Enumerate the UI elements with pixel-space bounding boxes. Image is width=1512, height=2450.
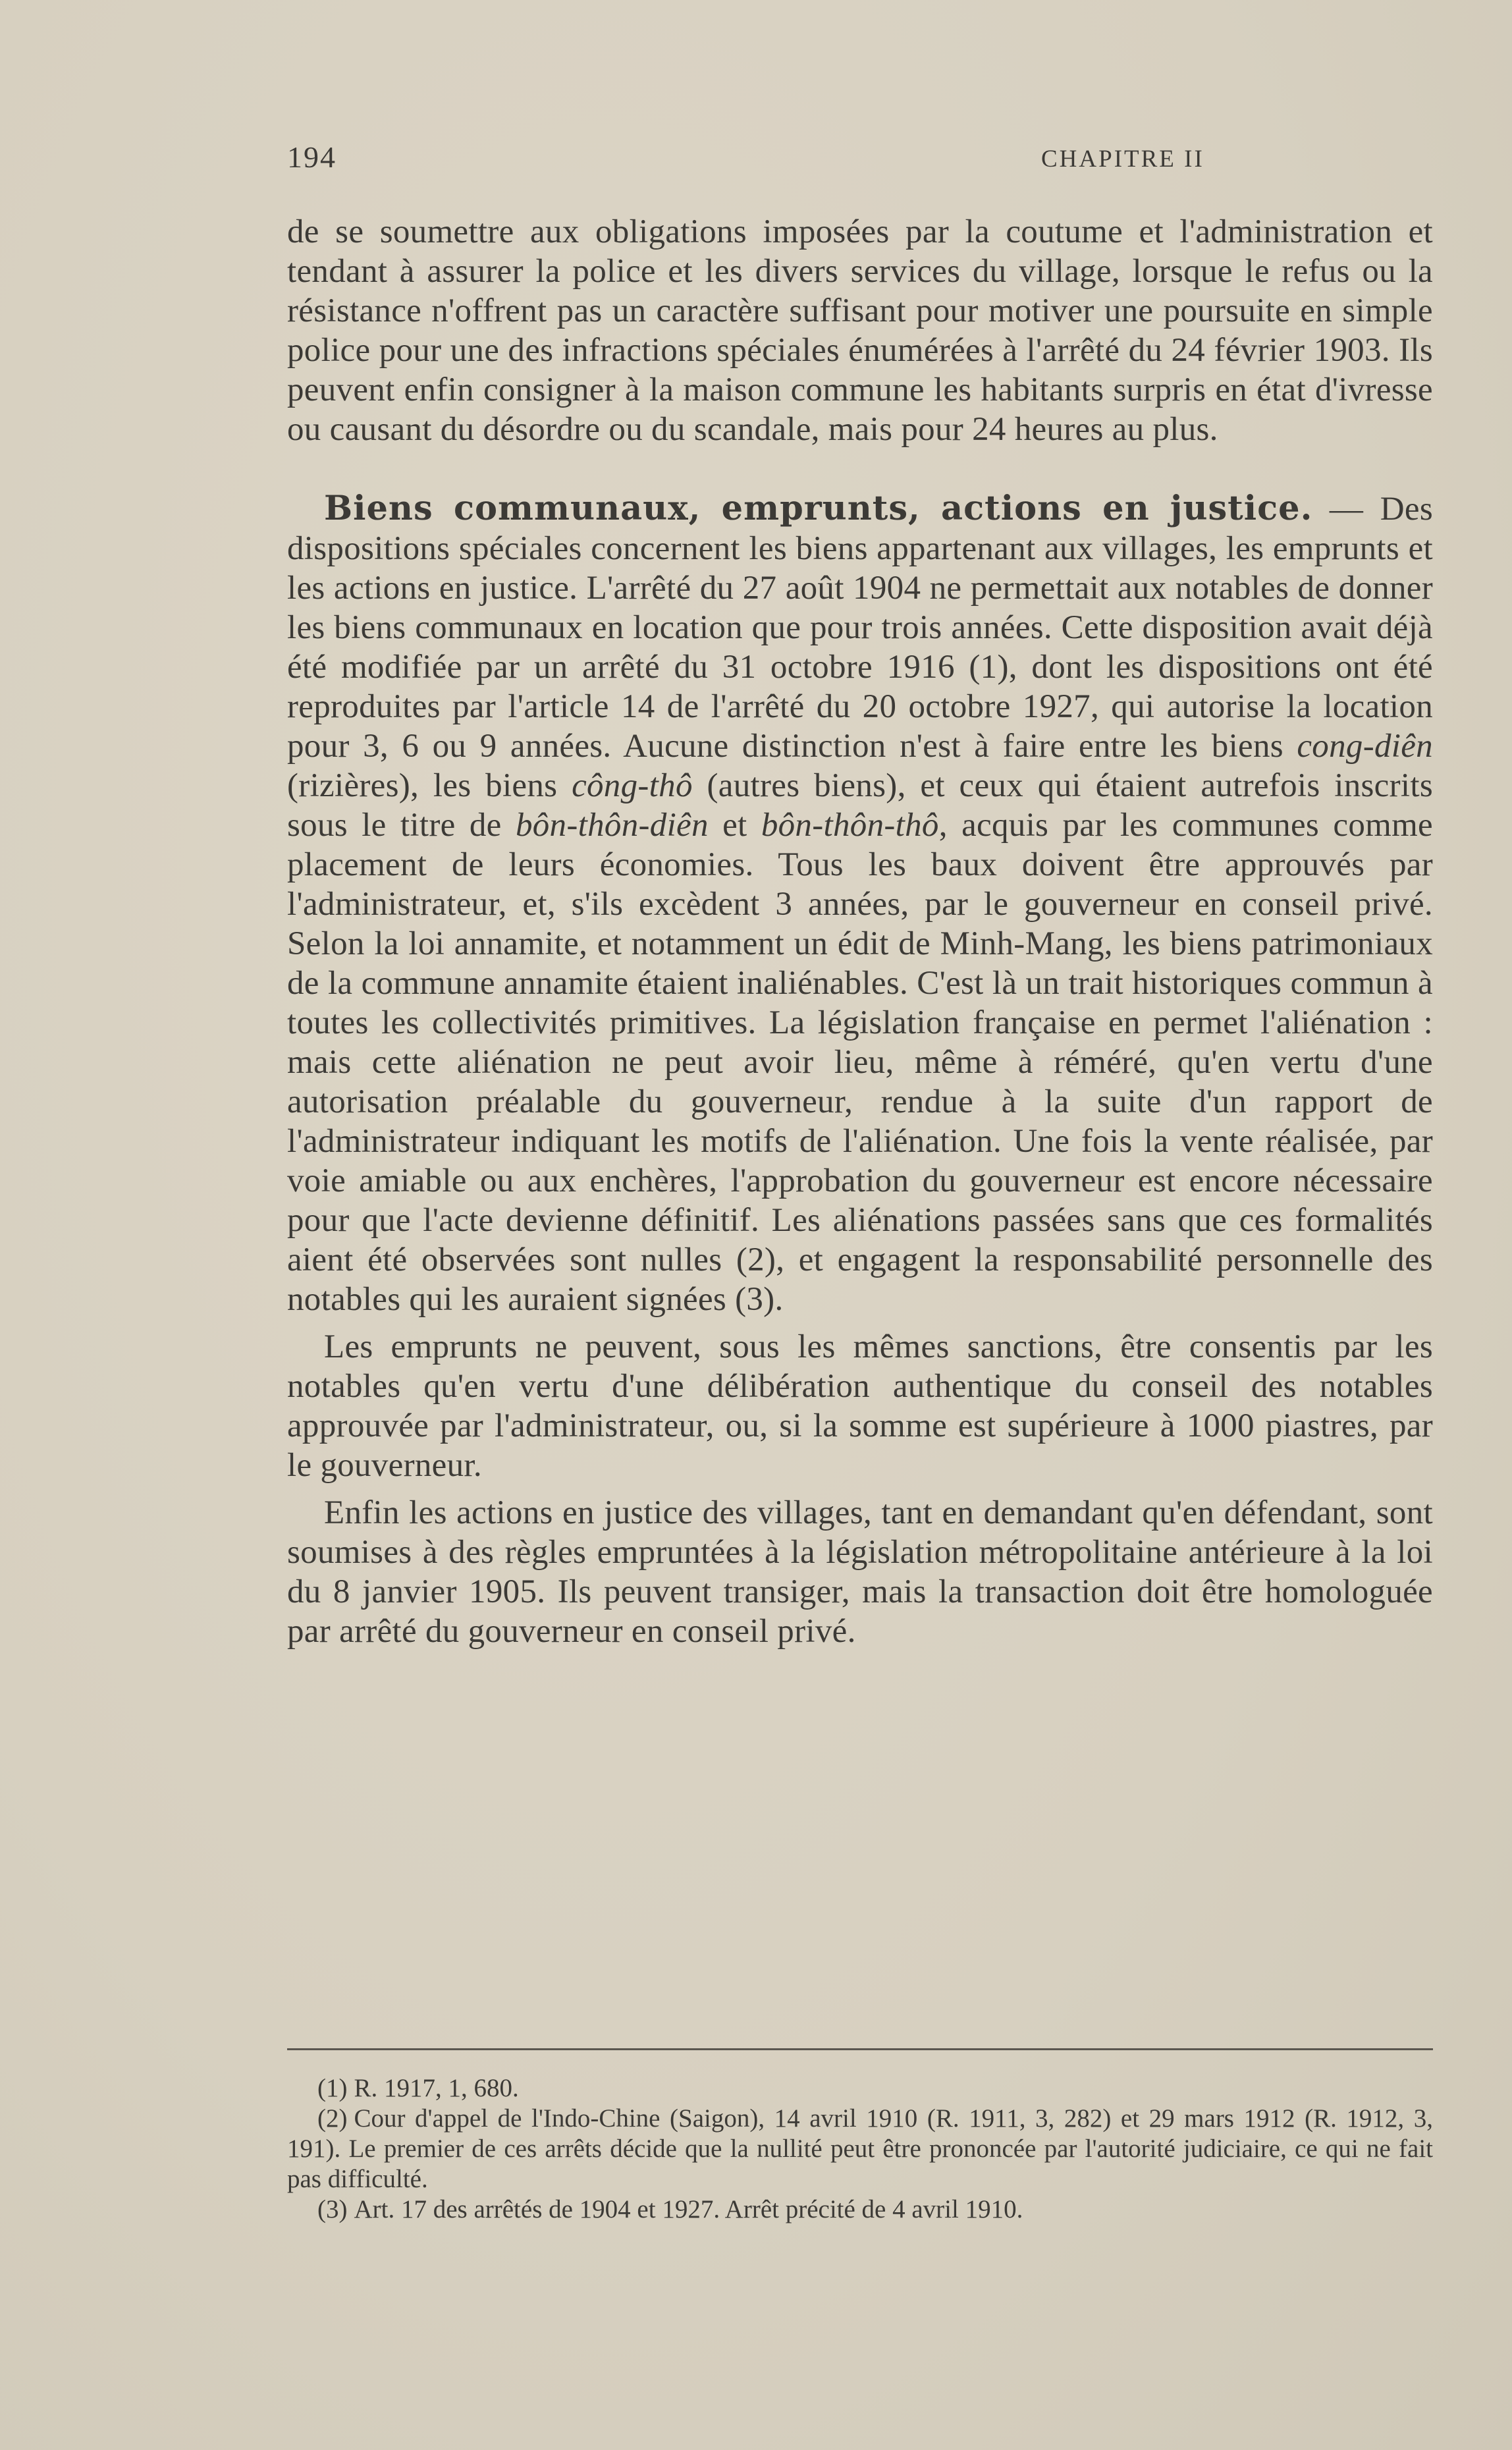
footnotes: [287, 2073, 1433, 2225]
term-bon-thon-tho: bôn-thôn-thô: [761, 807, 939, 844]
term-bon-thon-dien: bôn-thôn-diên: [515, 807, 709, 844]
footnote-label: (1): [317, 2074, 348, 2102]
term-cong-tho: công-thô: [572, 767, 693, 804]
paragraph-text: (rizières), les biens: [287, 767, 572, 804]
paragraph-continuation: de se soumettre aux obligations imposées par la coutume et l'administration et tendant à assurer la police et les divers services du village, lorsque le refus ou la résistance n'offrent pas un caractère suffisant pour motiver une poursuite en simple police pour une des infractions spéciales énumérées à l'arrêté du 24 février 1903. Ils peuvent enfin consigner à la maison commune les habitants surpris en état d'ivresse ou causant du désordre ou du scandale, mais pour 24 heures au plus.: [287, 213, 1433, 448]
body-text: [287, 212, 1433, 1651]
paragraph-text: (autres biens), et ceux qui étaient autrefois inscrits sous le titre de: [287, 767, 1433, 844]
term-cong-dien: cong-diên: [1297, 728, 1433, 765]
footnote-3: [287, 2194, 1433, 2225]
footnote-text: Art. 17 des arrêtés de 1904 et 1927. Arrêt précité de 4 avril 1910.: [354, 2195, 1023, 2223]
running-head: CHAPITRE II: [1041, 146, 1204, 173]
footnote-2: [287, 2104, 1433, 2194]
paragraph-text: — Des dispositions spéciales concernent les biens appartenant aux villages, les emprunts et les actions en justice. L'arrêté du 27 août 1904 ne permettait aux notables de donner les biens communaux en location que pour trois années. Cette disposition avait déjà été modifiée par un arrêté du 31 octobre 1916 (1), dont les dispositions ont été reproduites par l'article 14 de l'arrêté du 20 octobre 1927, qui autorise la location pour 3, 6 ou 9 années. Aucune distinction n'est à faire entre les biens: [287, 491, 1433, 765]
page-header: [287, 140, 1433, 179]
paragraph-text: et: [708, 807, 761, 844]
footnote-label: (3): [317, 2195, 348, 2223]
footnote-label: (2): [317, 2104, 348, 2133]
page-number: 194: [287, 140, 337, 174]
section-heading: Biens communaux, emprunts, actions en justice.: [324, 489, 1313, 528]
footnote-text: Cour d'appel de l'Indo-Chine (Saigon), 14 avril 1910 (R. 1911, 3, 282) et 29 mars 1912 (R. 1912, 3, 191). Le premier de ces arrêts décide que la nullité peut être prononcée par l'autorité judiciaire, ce qui ne fait pas difficulté.: [287, 2104, 1433, 2193]
paragraph-emprunts: Les emprunts ne peuvent, sous les mêmes sanctions, être consentis par les notables qu'en vertu d'une délibération authentique du conseil des notables approuvée par l'administrateur, ou, si la somme est supérieure à 1000 piastres, par le gouverneur.: [287, 1328, 1433, 1484]
footnote-1: [287, 2073, 1433, 2104]
paragraph-actions-justice: Enfin les actions en justice des villages, tant en demandant qu'en défendant, sont soumises à des règles empruntées à la législation métropolitaine antérieure à la loi du 8 janvier 1905. Ils peuvent transiger, mais la transaction doit être homologuée par arrêté du gouverneur en conseil privé.: [287, 1494, 1433, 1650]
paragraph-biens-communaux: [287, 489, 1433, 1319]
paragraph-text: , acquis par les communes comme placement de leurs économies. Tous les baux doivent être approuvés par l'administrateur, et, s'ils excèdent 3 années, par le gouverneur en conseil privé. Selon la loi annamite, et notamment un édit de Minh-Mang, les biens patrimoniaux de la commune annamite étaient inaliénables. C'est là un trait historiques commun à toutes les collectivités primitives. La législation française en permet l'aliénation : mais cette aliénation ne peut avoir lieu, même à réméré, qu'en vertu d'une autorisation préalable du gouverneur, rendue à la suite d'un rapport de l'administrateur indiquant les motifs de l'aliénation. Une fois la vente réalisée, par voie amiable ou aux enchères, l'approbation du gouverneur est encore nécessaire pour que l'acte devienne définitif. Les aliénations passées sans que ces formalités aient été observées sont nulles (2), et engagent la responsabilité personnelle des notables qui les auraient signées (3).: [287, 807, 1433, 1318]
footnote-text: R. 1917, 1, 680.: [354, 2074, 519, 2102]
footnote-divider: [287, 2048, 1433, 2050]
